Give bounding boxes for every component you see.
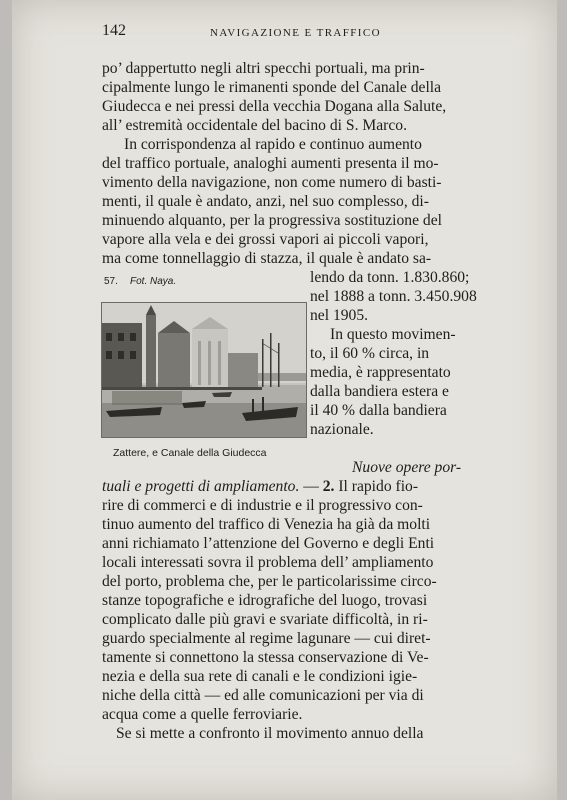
photo-credit: Fot. Naya.: [130, 276, 177, 287]
text-line: acqua come a quelle ferroviarie.: [102, 706, 303, 723]
dash: —: [299, 478, 323, 495]
text-line: rire di commerci e di industrie e il progressivo con-: [102, 497, 423, 514]
section-heading-continued: tuali e progetti di ampliamento.: [102, 478, 300, 495]
text-line: locali interessati sovra il problema dell’ ampliamento: [102, 554, 434, 571]
text-line: cipalmente lungo le rimanenti sponde del Canale della: [102, 79, 442, 96]
text-line: nel 1888 a tonn. 3.450.908: [310, 288, 477, 305]
text-line: nel 1905.: [310, 307, 369, 324]
text-line: media, è rappresentato: [310, 364, 451, 381]
section-heading: Nuove opere por-: [352, 459, 462, 476]
text-line: niche della città — ed alle comunicazioni per via di: [102, 687, 424, 704]
page-number: 142: [102, 22, 126, 39]
page-header: [100, 22, 500, 42]
text-line: dalla bandiera estera e: [310, 383, 449, 400]
text-line: vapore alla vela e dei grossi vapori ai piccoli vapori,: [102, 231, 429, 248]
text-line: guardo specialmente al regime lagunare — cui diret-: [102, 630, 431, 647]
text-line: tamente si connettono la stessa conservazione di Ve-: [102, 649, 429, 666]
photo-zattere-giudecca: [101, 302, 307, 438]
text-line: nezia e della sua rete di canali e le condizioni igie-: [102, 668, 418, 685]
running-head: NAVIGAZIONE E TRAFFICO: [210, 27, 381, 39]
text-line: ma come tonnellaggio di stazza, il quale è andato sa-: [102, 250, 432, 267]
section-number: 2.: [322, 478, 335, 495]
text-line: tinuo aumento del traffico di Venezia ha già da molti: [102, 516, 431, 533]
text-line: minuendo alquanto, per la progressiva sostituzione del: [102, 212, 442, 229]
text-line: In corrispondenza al rapido e continuo aumento: [124, 136, 422, 153]
text-line: anni richiamato l’attenzione del Governo e degli Enti: [102, 535, 435, 552]
text-line: Giudecca e nei pressi della vecchia Dogana alla Salute,: [102, 98, 447, 115]
text-line: del porto, problema che, per le particolarissime circo-: [102, 573, 437, 590]
text-line: [102, 477, 418, 496]
text-line: nazionale.: [310, 421, 374, 438]
text-line: lendo da tonn. 1.830.860;: [310, 269, 470, 286]
venice-canal-photo: [102, 303, 306, 437]
text-line: Se si mette a confronto il movimento annuo della: [116, 725, 424, 742]
text-line: complicato dalle più gravi e svariate difficoltà, in ri-: [102, 611, 428, 628]
text-segment: Il rapido fio-: [334, 478, 419, 495]
text-line: In questo movimen-: [330, 326, 456, 343]
figure-number: 57.: [104, 276, 118, 287]
text-line: menti, il quale è andato, anzi, nel suo complesso, di-: [102, 193, 429, 210]
text-line: po’ dappertutto negli altri specchi portuali, ma prin-: [102, 60, 425, 77]
text-line: stanze topografiche e idrografiche del luogo, trovasi: [102, 592, 428, 609]
figure-caption: Zattere, e Canale della Giudecca: [113, 447, 267, 459]
text-line: il 40 % dalla bandiera: [310, 402, 447, 419]
text-line: all’ estremità occidentale del bacino di S. Marco.: [102, 117, 407, 134]
text-line: to, il 60 % circa, in: [310, 345, 430, 362]
text-line: del traffico portuale, analoghi aumenti presenta il mo-: [102, 155, 439, 172]
text-line: vimento della navigazione, non come numero di basti-: [102, 174, 442, 191]
